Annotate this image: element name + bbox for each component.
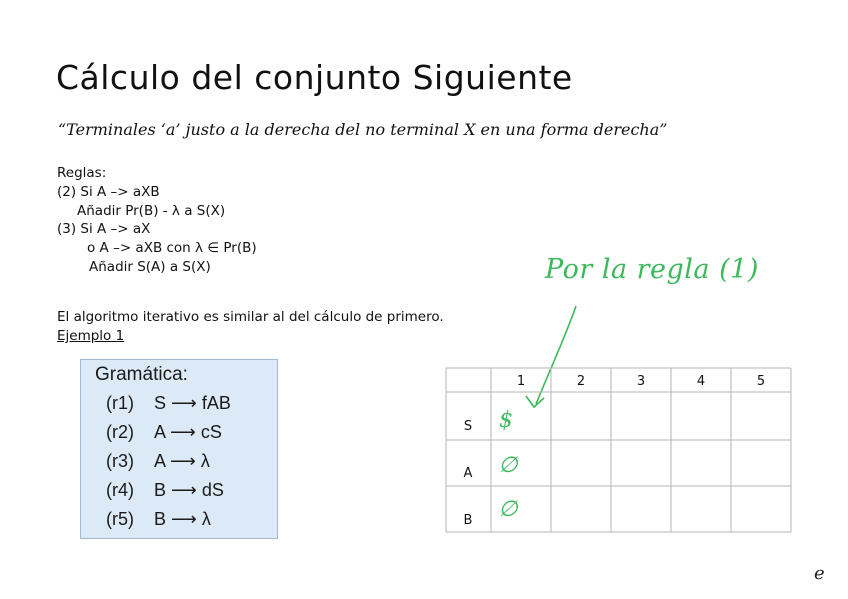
annotation-arrowhead — [526, 396, 544, 407]
grammar-rule-id: (r4) — [106, 480, 134, 500]
grammar-rule-id: (r1) — [106, 393, 134, 413]
handwritten-annotation: Por la regla (1) — [545, 254, 759, 285]
corner-mark: e — [814, 563, 825, 584]
rules-header: Reglas: — [57, 165, 107, 181]
table-column-header: 1 — [516, 374, 526, 389]
table-row-label: B — [463, 513, 473, 528]
table-column-header: 4 — [696, 374, 706, 389]
table-row-label: S — [463, 419, 473, 434]
grammar-rule-text: B ⟶ dS — [154, 480, 224, 500]
page-title: Cálculo del conjunto Siguiente — [56, 58, 573, 97]
grammar-rule-id: (r3) — [106, 451, 134, 471]
annotation-arrow — [536, 306, 576, 404]
grammar-title: Gramática: — [95, 364, 188, 385]
grammar-rule-text: A ⟶ cS — [154, 422, 222, 442]
algorithm-note: El algoritmo iterativo es similar al del cálculo de primero. — [57, 309, 444, 325]
rule-3-condition: (3) Si A –> aX — [57, 221, 151, 238]
grammar-rule-id: (r2) — [106, 422, 134, 442]
grammar-rule-text: S ⟶ fAB — [154, 393, 231, 413]
subtitle-definition: “Terminales ‘a’ justo a la derecha del no terminal X en una forma derecha” — [58, 120, 668, 139]
table-cell-a-1: ∅ — [498, 453, 518, 478]
table-column-header: 3 — [636, 374, 646, 389]
grammar-rule-id: (r5) — [106, 509, 134, 529]
table-cell-b-1: ∅ — [498, 497, 518, 522]
rule-2-condition: (2) Si A –> aXB — [57, 183, 160, 200]
grammar-rule-text: A ⟶ λ — [154, 451, 210, 471]
table-cell-s-1: $ — [499, 408, 513, 433]
table-column-header: 5 — [756, 374, 766, 389]
table-column-header: 2 — [576, 374, 586, 389]
grammar-rule-text: B ⟶ λ — [154, 509, 211, 529]
example-label: Ejemplo 1 — [57, 328, 125, 344]
table-row-label: A — [463, 466, 473, 481]
rule-2-action: Añadir Pr(B) - λ a S(X) — [77, 202, 226, 219]
rule-3-alt-condition: o A –> aXB con λ ∈ Pr(B) — [87, 240, 257, 257]
rule-3-action: Añadir S(A) a S(X) — [89, 258, 211, 275]
